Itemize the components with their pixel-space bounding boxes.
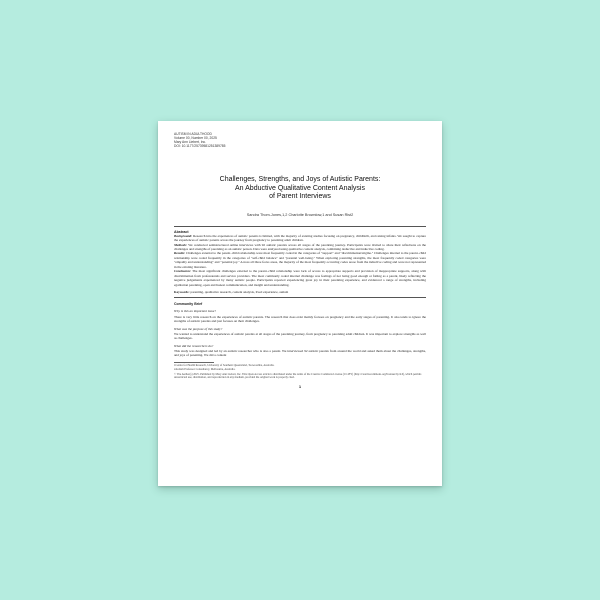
footnote-divider bbox=[174, 362, 214, 363]
abstract-background: Background: Research into the experiences of autistic parents is limited, with the majority of existing studies focusing on pregnancy, childbirth, and raising infants. We sought to capture the experiences of autistic parents across the journey from pregnancy to parenting adult children. bbox=[174, 233, 426, 243]
author-list: Sandra Thom-Jones,1,2 Charlotte Brownlow,1 and Susan Rist2 bbox=[246, 212, 354, 217]
brief-question: What did the researchers do? bbox=[174, 343, 214, 348]
abstract-heading: Abstract bbox=[174, 229, 189, 234]
page-number: 1 bbox=[298, 383, 302, 389]
divider bbox=[174, 226, 426, 227]
brief-question: Why is this an important issue? bbox=[174, 309, 217, 314]
footnote: 2Autism Professor Consultancy, Melbourne, Australia. bbox=[174, 368, 236, 372]
paper-title bbox=[174, 176, 426, 201]
journal-header bbox=[174, 132, 426, 148]
title-line: Challenges, Strengths, and Joys of Autistic Parents: bbox=[219, 176, 381, 184]
journal-volume: Volume 00, Number 00, 2025 bbox=[174, 136, 217, 141]
brief-answer: We wanted to understand the experiences of autistic parents at all stages of the parenting journey, from pregnancy to parenting adult children. It was important to explore strengths as well as challenges. bbox=[174, 331, 426, 341]
abstract-body bbox=[174, 234, 426, 287]
footnotes bbox=[174, 364, 426, 380]
keywords: Keywords: parenting, qualitative research, content analysis, lived experience, autism bbox=[174, 290, 289, 295]
paper-page bbox=[158, 121, 442, 486]
journal-name: AUTISM IN ADULTHOOD bbox=[174, 132, 212, 136]
journal-publisher: Mary Ann Liebert, Inc. bbox=[174, 140, 207, 145]
journal-doi: DOI: 10.1177/25739581251389785 bbox=[174, 144, 226, 149]
title-line: An Abductive Qualitative Content Analysis bbox=[235, 184, 365, 192]
abstract-results: Results: Challenges external to the parent–child relationship were most frequently coded in the categories of "support" and "discrimination/stigma." Challenges internal to the parent–child relationship were coded frequently in the categories of "self-child balance" and "parental well-being." When exploring parenting strengths, the most frequently coded categories were "empathy and understanding" and "parental joy." Across all three focus areas, the majority of the most frequently occurring codes arose from the inductive coding and were not represented in the existing literature. bbox=[174, 251, 426, 269]
brief-answer: There is very little research on the experiences of autistic parents. The research that does exist mainly focuses on pregnancy and the early stages of parenting. It also tends to ignore the strengths of autistic parents and just focuses on their challenges. bbox=[174, 314, 426, 324]
community-brief-heading: Community Brief bbox=[174, 302, 203, 307]
community-brief bbox=[174, 309, 426, 357]
abstract-conclusion: Conclusion: The most significant challenges external to the parent–child relationship were lack of access to appropriate supports and provision of inappropriate supports, along with discrimination from professionals and service providers. The most commonly coded internal challenge was feelings of not being good enough or failing as a parent, likely reflecting the negative judgements experienced by many autistic people. Participants reported experiencing great joy in their parenting experience, and evidenced a range of strengths, including egalitarian parenting, open and honest communication, and insight and understanding. bbox=[174, 269, 426, 287]
brief-question: What was the purpose of this study? bbox=[174, 326, 223, 331]
abstract-methods: Methods: We conducted semistructured online interviews with 92 autistic parents across all stages of the parenting journey. Participants were invited to share their reflections on the challenges and strengths of parenting as an autistic person. Data were analyzed using qualitative content analysis, combining deductive and inductive coding. bbox=[174, 242, 426, 251]
divider bbox=[174, 297, 426, 298]
footnote-license: © The Author(s) 2025. Published by Mary Ann Liebert, Inc. This Open Access article is distributed under the terms of the Creative Commons License (CC-BY) (http://creativecommons.org/licenses/by/4.0), which permits unrestricted use, distribution, and reproduction in any medium, provided the original work is properly cited. bbox=[174, 372, 422, 380]
title-line: of Parent Interviews bbox=[269, 193, 331, 201]
footnote: 1Centre for Health Research, University of Southern Queensland, Toowoomba, Australia. bbox=[174, 363, 275, 367]
brief-answer: This study was designed and led by an autistic researcher who is also a parent. We interviewed 92 autistic parents from around the world and asked them about the challenges, strengths, and joys of parenting. We did a content bbox=[174, 348, 426, 358]
